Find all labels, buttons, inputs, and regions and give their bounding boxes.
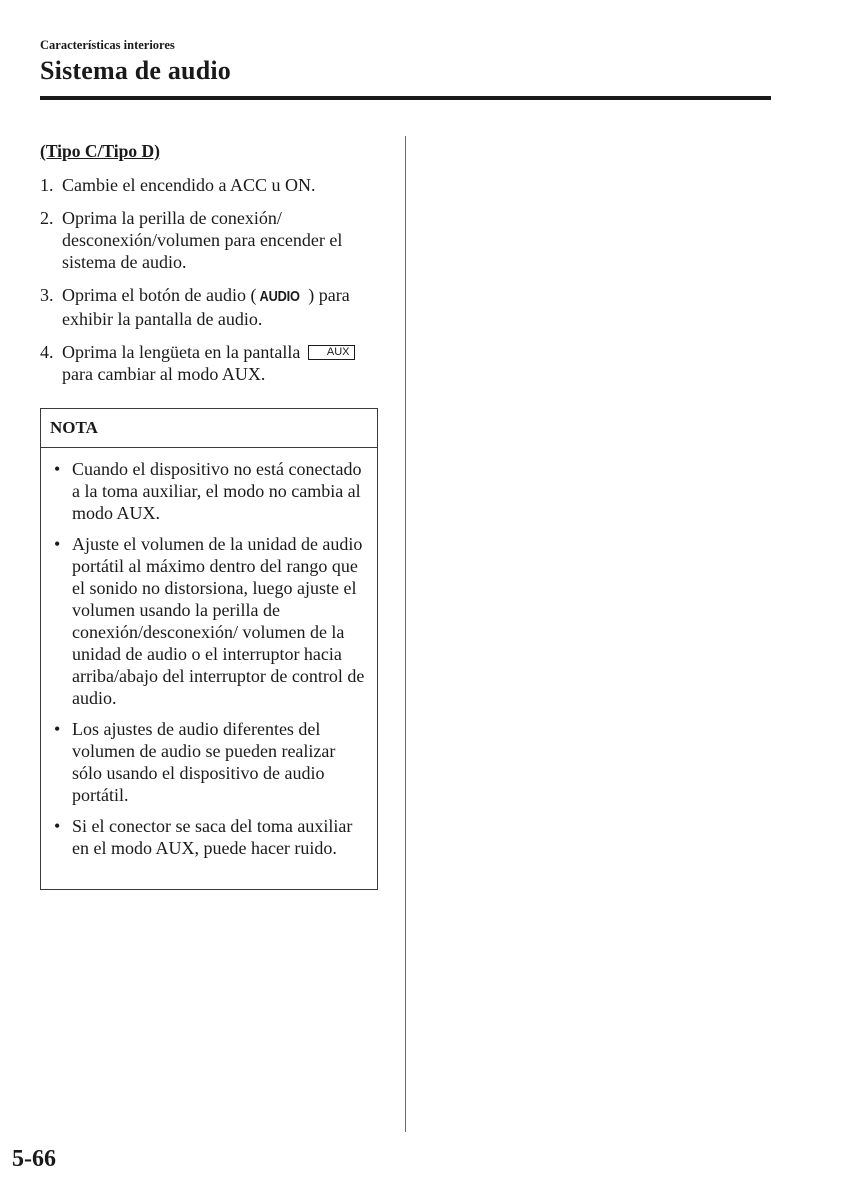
- step-text: Cambie el encendido a ACC u ON.: [62, 175, 316, 195]
- page-title: Sistema de audio: [40, 56, 232, 85]
- column-divider: [405, 136, 406, 1132]
- step-text-after: para cambiar al modo AUX.: [62, 364, 266, 384]
- note-item: [50, 815, 369, 859]
- step-1: [40, 174, 380, 196]
- note-heading: NOTA: [41, 409, 377, 448]
- page-number: 5-66: [12, 1146, 56, 1172]
- subheading: (Tipo C/Tipo D): [40, 141, 160, 161]
- bullet-icon: •: [54, 816, 61, 836]
- step-3: [40, 284, 380, 330]
- note-item: [50, 458, 369, 524]
- step-text-after: ) para exhibir la pantalla de audio.: [62, 285, 350, 329]
- note-text: Ajuste el volumen de la unidad de audio portátil al máximo dentro del rango que el sonido no distorsiona, luego ajuste el volumen usando la perilla de conexión/desconexión/ volumen de la unidad de audio o el interruptor hacia arriba/abajo del interruptor de control de audio.: [72, 534, 365, 708]
- step-text-before: Oprima la lengüeta en la pantalla: [62, 342, 301, 362]
- step-number: 3.: [40, 285, 54, 305]
- step-text: [62, 341, 380, 385]
- note-text: Los ajustes de audio diferentes del volumen de audio se pueden realizar sólo usando el dispositivo de audio portátil.: [72, 719, 336, 805]
- note-text: Si el conector se saca del toma auxiliar en el modo AUX, puede hacer ruido.: [72, 816, 353, 858]
- step-number: 2.: [40, 208, 54, 228]
- step-2: [40, 207, 380, 273]
- step-4: [40, 341, 380, 385]
- aux-tab-label: AUX: [308, 345, 355, 360]
- left-column: [40, 140, 380, 396]
- note-item: [50, 533, 369, 709]
- header-rule: [40, 96, 771, 100]
- note-text: Cuando el dispositivo no está conectado a la toma auxiliar, el modo no cambia al modo AUX.: [72, 459, 362, 523]
- bullet-icon: •: [54, 719, 61, 739]
- note-list: [41, 448, 377, 859]
- step-text: [62, 284, 380, 330]
- section-label: Características interiores: [40, 38, 175, 52]
- step-number: 4.: [40, 342, 54, 362]
- bullet-icon: •: [54, 534, 61, 554]
- step-text: Oprima la perilla de conexión/ desconexión/volumen para encender el sistema de audio.: [62, 208, 343, 272]
- note-item: [50, 718, 369, 806]
- steps-list: [40, 174, 380, 385]
- note-box: [40, 408, 378, 890]
- bullet-icon: •: [54, 459, 61, 479]
- step-number: 1.: [40, 175, 54, 195]
- step-text-before: Oprima el botón de audio (: [62, 285, 257, 305]
- audio-button-label: AUDIO: [260, 288, 301, 305]
